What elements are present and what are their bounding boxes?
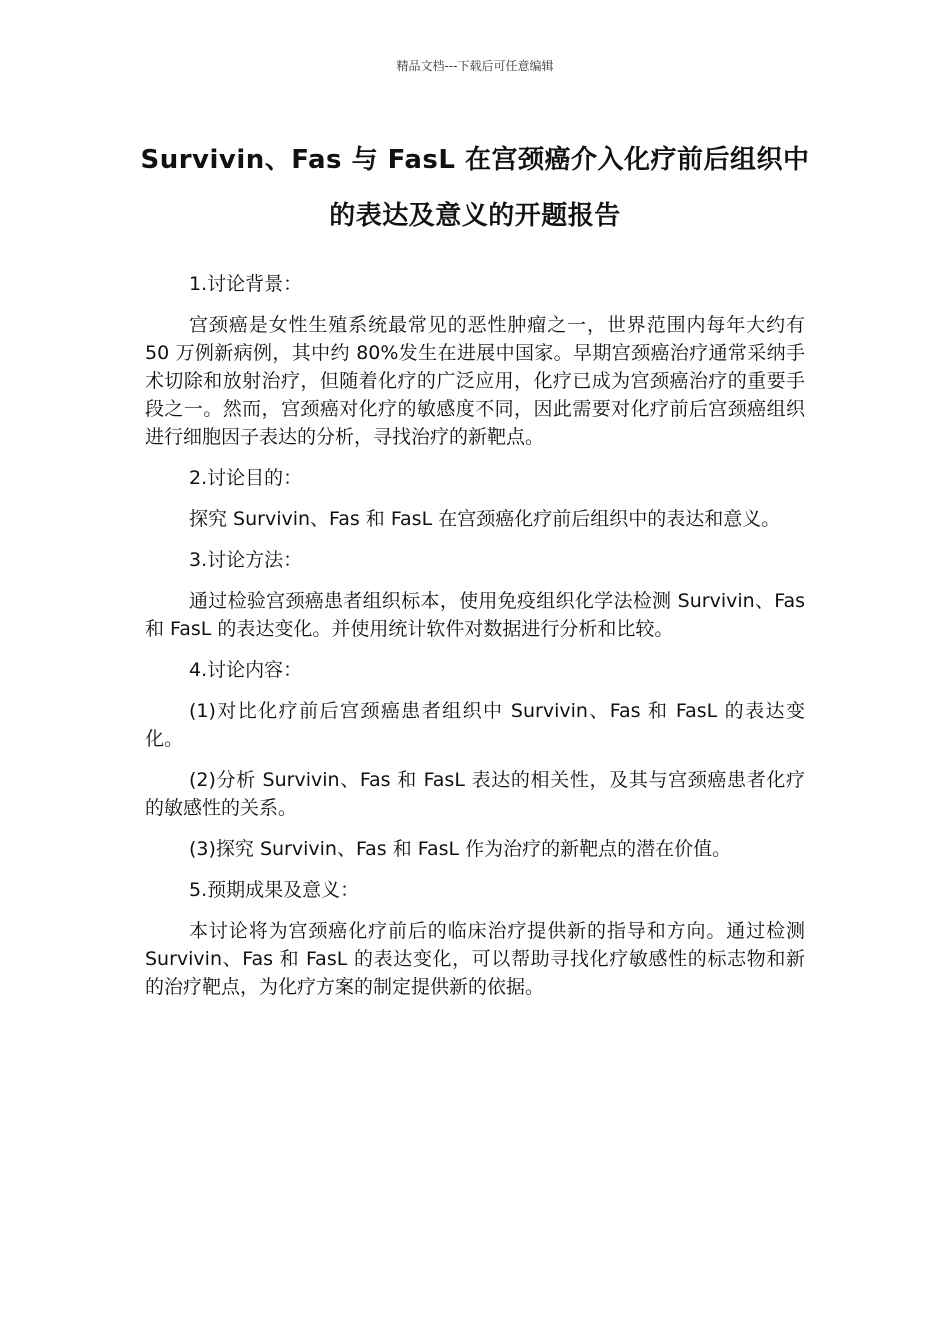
section-heading-purpose: 2.讨论目的： [189, 467, 303, 489]
paragraph-outcome: 本讨论将为宫颈癌化疗前后的临床治疗提供新的指导和方向。通过检测 Survivin、Fas 和 FasL 的表达变化，可以帮助寻找化疗敏感性的标志物和新的治疗靶点，为化疗方案的制定提供新的依据。 [145, 920, 805, 998]
paragraph-content-3: (3)探究 Survivin、Fas 和 FasL 作为治疗的新靶点的潜在价值。 [189, 838, 732, 860]
paragraph-background: 宫颈癌是女性生殖系统最常见的恶性肿瘤之一，世界范围内每年大约有 50 万例新病例，其中约 80%发生在进展中国家。早期宫颈癌治疗通常采纳手术切除和放射治疗，但随着化疗的广泛应用，化疗已成为宫颈癌治疗的重要手段之一。然而，宫颈癌对化疗的敏感度不同，因此需要对化疗前后宫颈癌组织进行细胞因子表达的分析，寻找治疗的新靶点。 [145, 314, 805, 448]
header-note: 精品文档---下载后可任意编辑 [396, 59, 554, 73]
paragraph-purpose: 探究 Survivin、Fas 和 FasL 在宫颈癌化疗前后组织中的表达和意义。 [189, 508, 781, 530]
document-body [145, 270, 805, 1014]
document-title: Survivin、Fas 与 FasL 在宫颈癌介入化疗前后组织中的表达及意义的开题报告 [140, 145, 810, 231]
section-heading-content: 4.讨论内容： [189, 659, 303, 681]
paragraph-content-2: (2)分析 Survivin、Fas 和 FasL 表达的相关性，及其与宫颈癌患者化疗的敏感性的关系。 [145, 769, 805, 819]
paragraph-content-1: (1)对比化疗前后宫颈癌患者组织中 Survivin、Fas 和 FasL 的表达变化。 [145, 700, 805, 750]
paragraph-method: 通过检验宫颈癌患者组织标本，使用免疫组织化学法检测 Survivin、Fas 和 FasL 的表达变化。并使用统计软件对数据进行分析和比较。 [145, 590, 805, 640]
section-heading-outcome: 5.预期成果及意义： [189, 879, 360, 901]
section-heading-method: 3.讨论方法： [189, 549, 303, 571]
section-heading-background: 1.讨论背景： [189, 273, 303, 295]
